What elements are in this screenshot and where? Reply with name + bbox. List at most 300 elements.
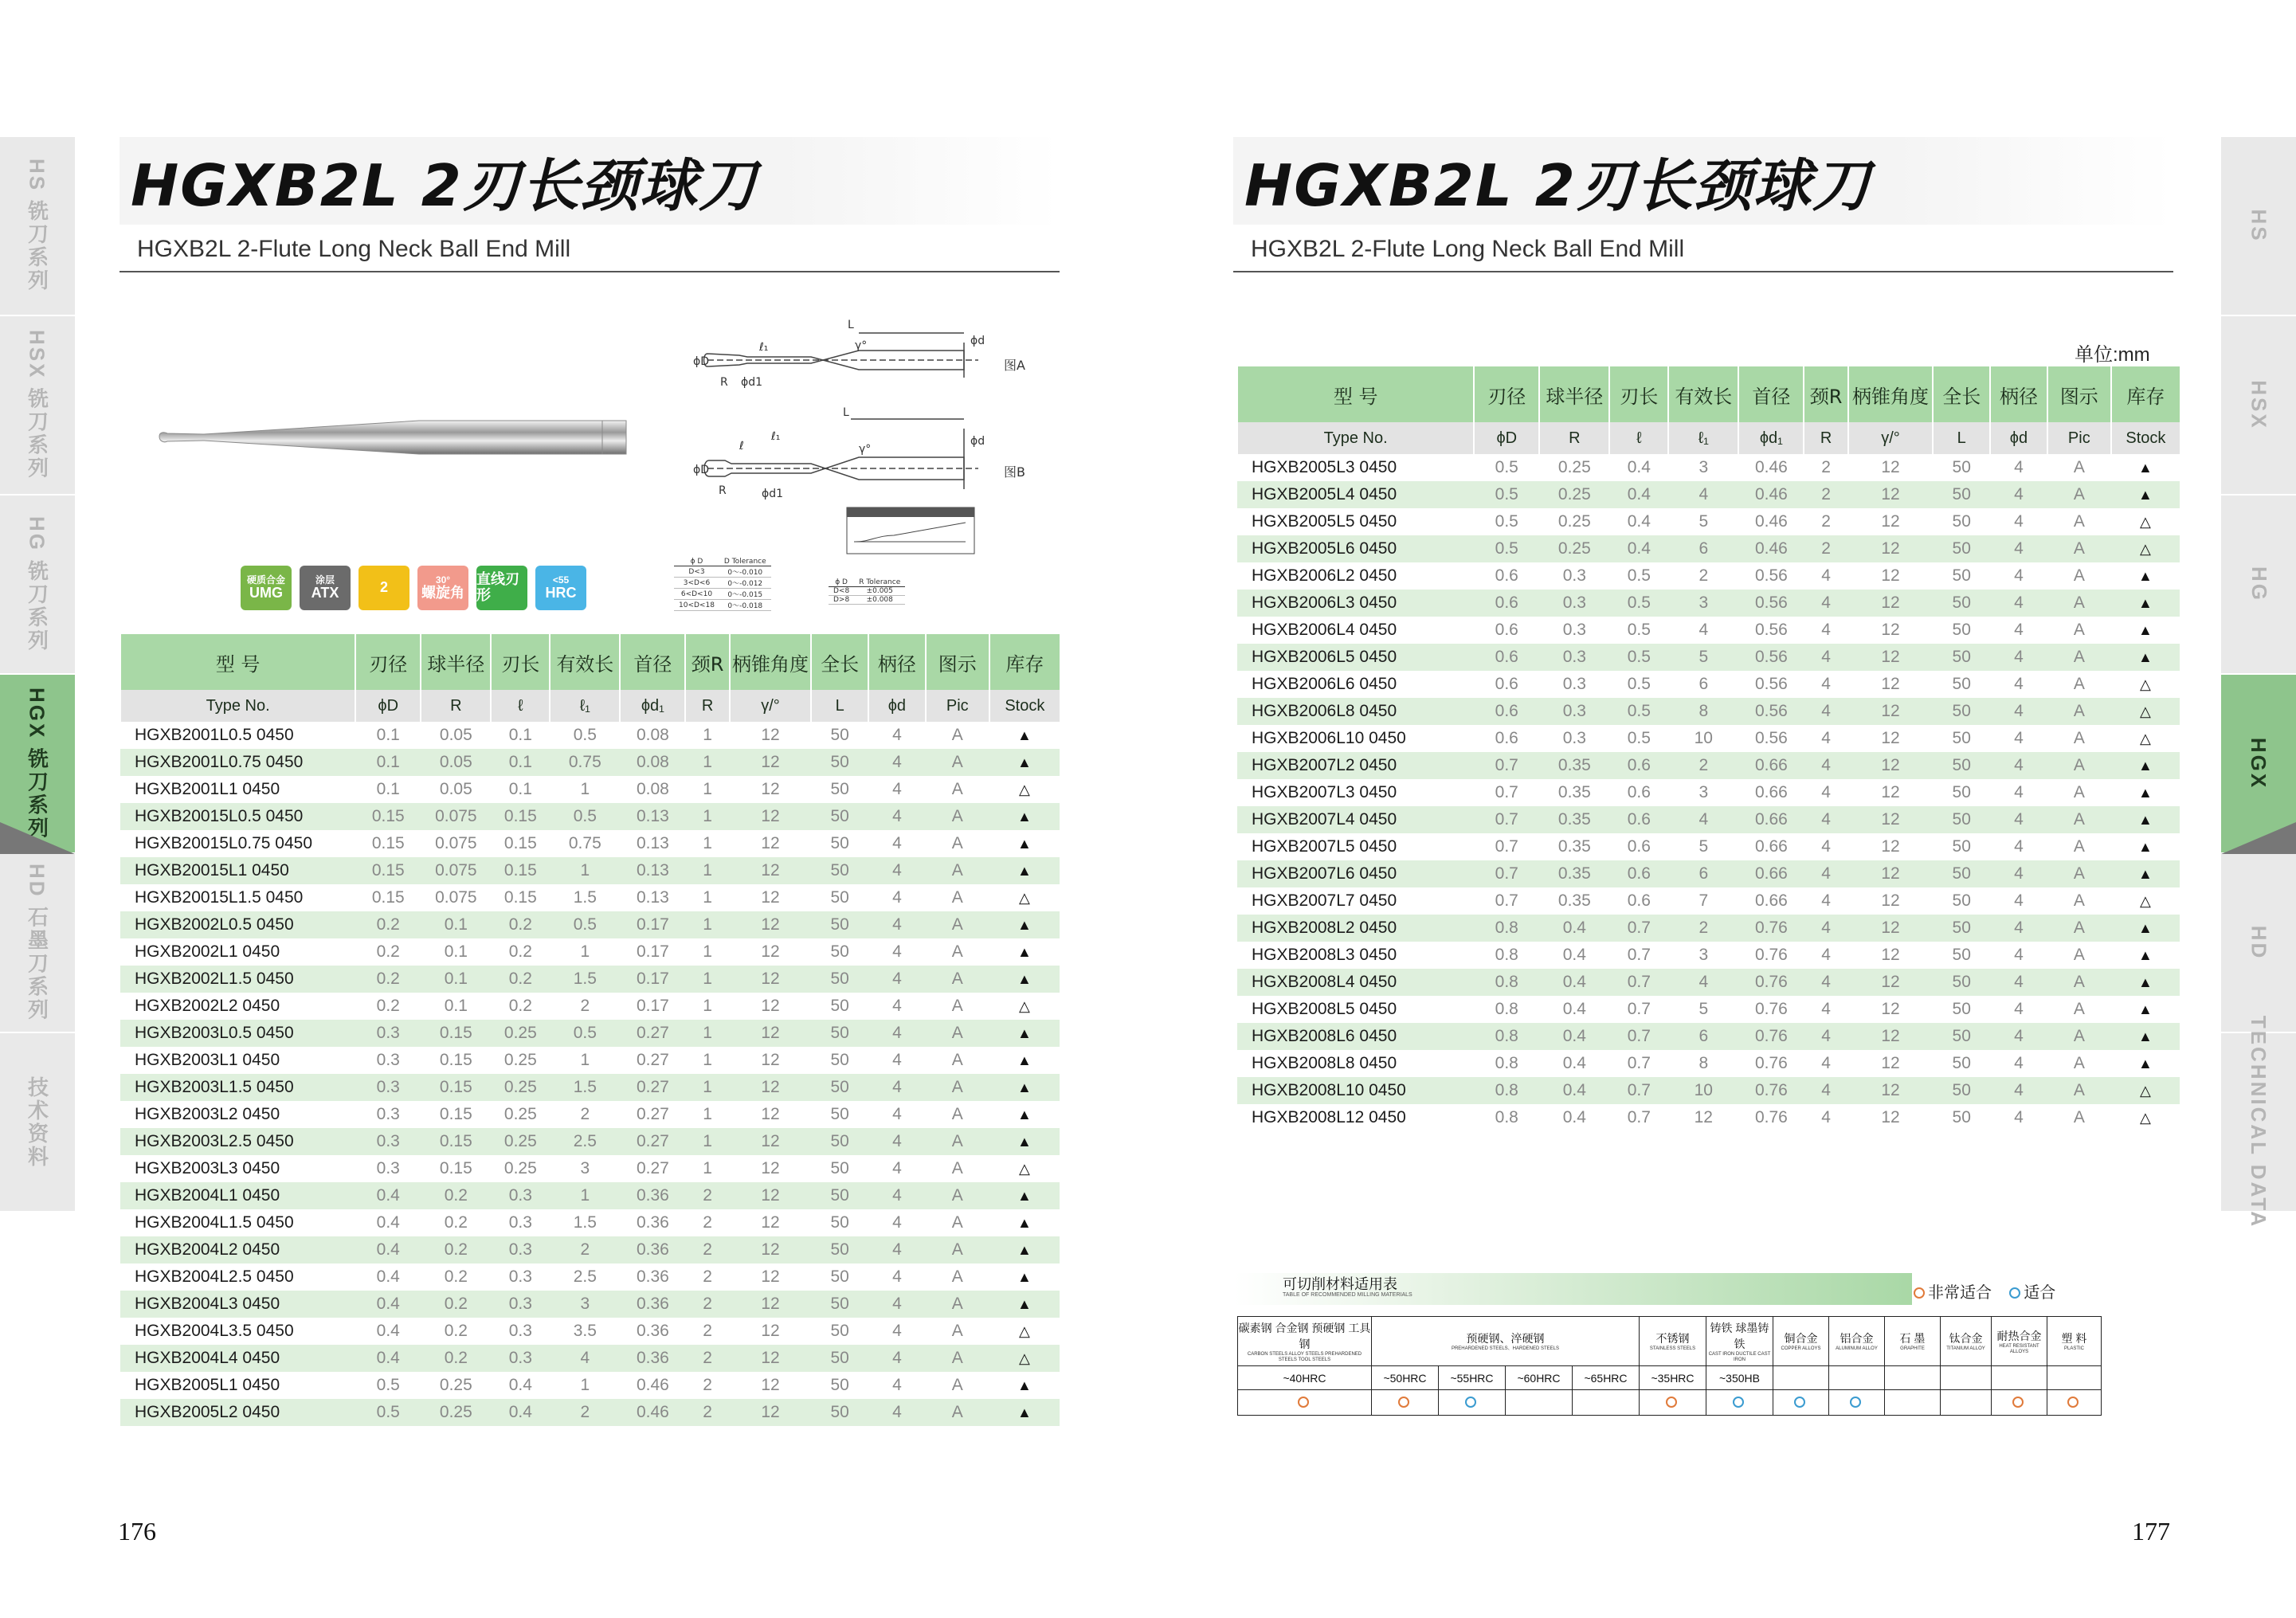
table-row (120, 938, 1060, 966)
spec-cell: A (2073, 1000, 2085, 1018)
spec-cell: A (926, 1128, 989, 1155)
spec-cell: 0.1 (421, 911, 491, 938)
spec-cell: 0.56 (1754, 621, 1788, 639)
spec-cell: 12 (1881, 1054, 1900, 1072)
dim-R-b: R (719, 484, 727, 497)
material-group-cn: 铜合金 (1784, 1332, 1818, 1346)
spec-cell: 12 (1848, 481, 1934, 508)
spec-cell: 0.8 (1474, 1077, 1539, 1104)
material-group-cell (1640, 1317, 1706, 1366)
spec-cell: 4 (1804, 1023, 1847, 1050)
spec-cell: A (951, 1322, 963, 1340)
table-row (120, 1372, 1060, 1399)
spec-cell: 0.7 (1627, 1054, 1651, 1072)
spec-cell: 1 (703, 834, 712, 852)
spec-cell: 3 (1698, 946, 1709, 964)
spec-cell: 50 (1952, 566, 1971, 585)
spec-cell: A (926, 749, 989, 776)
spec-cell: 10 (1668, 1077, 1738, 1104)
spec-cell: 0.76 (1738, 969, 1804, 996)
spec-cell: 0.6 (1609, 806, 1668, 833)
spec-cell: 0.3 (1562, 621, 1586, 639)
spec-cell: 4 (2014, 946, 2024, 964)
stock-cell: ▲ (2137, 1055, 2153, 1071)
spec-cell: 0.4 (376, 1322, 400, 1340)
badge-main-text: HRC (545, 584, 577, 601)
spec-cell: A (2073, 837, 2085, 856)
left-tab-0[interactable] (0, 137, 75, 316)
type-number-cell: HGXB2003L3 0450 (135, 1159, 280, 1177)
spec-cell: A (926, 911, 989, 938)
table-row (120, 1047, 1060, 1074)
right-tab-2[interactable] (2221, 496, 2296, 675)
spec-cell: 5 (1668, 644, 1738, 671)
spec-cell: 4 (1804, 860, 1847, 887)
spec-cell: 12 (761, 1267, 780, 1286)
dim-phid1-b: ϕd1 (762, 488, 784, 500)
table-row (1237, 1050, 2180, 1077)
spec-cell: 0.5 (376, 1376, 400, 1394)
spec-cell: 0.25 (421, 1399, 491, 1426)
left-tab-label: HGX 铣刀系列 (25, 687, 49, 840)
spec-cell: 12 (1848, 698, 1934, 725)
spec-cell: 0.76 (1738, 1077, 1804, 1104)
spec-cell: 4 (2014, 783, 2024, 801)
spec-cell: 0.2 (421, 1291, 491, 1318)
fig-a-label: 图A (1004, 358, 1025, 373)
spec-cell: 50 (1952, 946, 1971, 964)
spec-cell: 1 (703, 1159, 712, 1177)
spec-cell: 50 (1933, 698, 1990, 725)
spec-cell: 10 (1694, 729, 1713, 747)
spec-cell: A (951, 834, 963, 852)
material-group-en: GRAPHITE (1900, 1346, 1925, 1352)
column-header: 柄径 (868, 634, 926, 690)
table-row (120, 1399, 1060, 1426)
spec-cell: 12 (1881, 783, 1900, 801)
tolerance-cell: 0～-0.018 (719, 600, 771, 611)
type-number-cell: HGXB2004L4 0450 (120, 1345, 355, 1372)
spec-cell: 4 (1804, 644, 1847, 671)
stock-cell: △ (1018, 889, 1030, 906)
spec-cell: 0.17 (636, 942, 669, 961)
spec-cell: 0.5 (1627, 729, 1651, 747)
column-header: 有效长 (550, 634, 620, 690)
spec-cell: 0.27 (620, 1128, 685, 1155)
spec-cell: 50 (1952, 729, 1971, 747)
column-header: 图示 (2047, 366, 2111, 422)
spec-cell: 2 (1668, 915, 1738, 942)
left-tab-5[interactable] (0, 1033, 75, 1213)
spec-cell: 0.2 (444, 1213, 468, 1232)
spec-cell: A (2073, 458, 2085, 476)
spec-cell: 0.25 (439, 1376, 472, 1394)
stock-cell: ▲ (2137, 621, 2153, 638)
table-row (120, 830, 1060, 857)
column-subheader: ϕd₁ (1738, 422, 1804, 454)
spec-cell: 0.15 (371, 888, 405, 907)
spec-cell: 50 (811, 1236, 868, 1263)
spec-cell: 0.5 (573, 726, 597, 744)
spec-cell: 0.35 (1539, 860, 1609, 887)
spec-cell: 1 (580, 780, 590, 798)
spec-cell: 0.4 (491, 1399, 550, 1426)
material-group-cn: 铸铁 球墨铸铁 (1710, 1322, 1769, 1351)
type-number-cell: HGXB2006L3 0450 (1237, 590, 1474, 617)
table-row (1237, 644, 2180, 671)
suitable-icon (1850, 1397, 1861, 1408)
tolerance-cell: ±0.005 (854, 587, 905, 596)
suitable-icon (2009, 1287, 2020, 1299)
type-number-cell: HGXB2008L5 0450 (1252, 1000, 1397, 1018)
spec-cell: A (926, 1074, 989, 1101)
spec-cell: 2 (550, 1236, 620, 1263)
table-row (120, 1263, 1060, 1291)
spec-cell: 0.5 (550, 911, 620, 938)
spec-cell: 12 (1848, 752, 1934, 779)
left-tab-3[interactable] (0, 675, 75, 854)
table-row (120, 1020, 1060, 1047)
spec-cell: 8 (1668, 698, 1738, 725)
type-number-cell: HGXB2007L6 0450 (1237, 860, 1474, 887)
spec-cell: A (951, 1105, 963, 1123)
spec-cell: 0.56 (1738, 698, 1804, 725)
spec-cell: 4 (892, 1051, 902, 1069)
spec-cell: 0.2 (444, 1267, 468, 1286)
spec-cell: 0.5 (1627, 621, 1651, 639)
spec-cell: 12 (730, 749, 812, 776)
table-row (1237, 752, 2180, 779)
spec-cell: A (2047, 481, 2111, 508)
spec-cell: 1 (685, 911, 729, 938)
spec-cell: 50 (811, 1074, 868, 1101)
spec-cell: 0.13 (620, 857, 685, 884)
material-group-en: HEAT RESISTANT ALLOYS (1999, 1344, 2039, 1354)
table-row (1237, 887, 2180, 915)
spec-cell: 50 (1933, 1077, 1990, 1104)
spec-cell: 0.25 (491, 1074, 550, 1101)
spec-cell: 0.27 (620, 1074, 685, 1101)
spec-cell: 2 (703, 1376, 712, 1394)
right-tab-4[interactable] (2221, 854, 2296, 1033)
very-suitable-icon (1914, 1287, 1925, 1299)
tolerance-header-cell: ϕ D (674, 558, 719, 566)
spec-cell: A (2073, 512, 2085, 531)
spec-cell: 50 (1952, 512, 1971, 531)
table-row (120, 1101, 1060, 1128)
type-number-cell: HGXB2008L8 0450 (1252, 1054, 1397, 1072)
spec-cell: 2 (685, 1236, 729, 1263)
spec-cell: A (2047, 1023, 2111, 1050)
spec-cell: 0.75 (568, 834, 601, 852)
column-subheader: ϕD (355, 690, 421, 722)
type-number-cell: HGXB20015L1.5 0450 (135, 888, 304, 907)
spec-cell: 4 (892, 1105, 902, 1123)
spec-cell: A (926, 966, 989, 993)
spec-cell: 0.66 (1754, 891, 1788, 910)
spec-cell: 1 (550, 1182, 620, 1209)
tolerance-row (674, 578, 771, 589)
spec-cell: 0.17 (620, 911, 685, 938)
spec-cell: 4 (868, 1074, 926, 1101)
spec-cell: 0.13 (636, 888, 669, 907)
spec-cell: 4 (892, 1159, 902, 1177)
stock-cell: ▲ (989, 1074, 1060, 1101)
type-number-cell: HGXB2008L6 0450 (1237, 1023, 1474, 1050)
spec-cell: 50 (1933, 481, 1990, 508)
column-header: 型 号 (1237, 366, 1474, 422)
type-number-cell: HGXB2005L2 0450 (120, 1399, 355, 1426)
column-header: 刃径 (355, 634, 421, 690)
spec-cell: 4 (892, 834, 902, 852)
unit-label: 单位:mm (2075, 344, 2150, 366)
spec-cell: 0.25 (503, 1051, 537, 1069)
spec-cell: A (951, 888, 963, 907)
stock-cell: ▲ (2137, 459, 2153, 476)
spec-cell: A (2073, 1054, 2085, 1072)
type-number-cell: HGXB2008L10 0450 (1237, 1077, 1474, 1104)
column-header: 库存 (2111, 366, 2180, 422)
spec-cell: A (2047, 969, 2111, 996)
spec-cell: 0.2 (421, 1182, 491, 1209)
spec-cell: 0.13 (620, 803, 685, 830)
spec-cell: 4 (1804, 806, 1847, 833)
spec-cell: 0.4 (508, 1376, 532, 1394)
spec-cell: A (926, 1345, 989, 1372)
left-page-number: 176 (118, 1517, 156, 1546)
right-tab-3[interactable] (2221, 675, 2296, 854)
spec-cell: 2.5 (573, 1267, 597, 1286)
spec-cell: 4 (1821, 1054, 1831, 1072)
spec-cell: 0.36 (620, 1291, 685, 1318)
spec-cell: 0.4 (1562, 946, 1586, 964)
spec-cell: 4 (1821, 621, 1831, 639)
table-row (120, 1074, 1060, 1101)
spec-cell: A (2073, 675, 2085, 693)
r-tolerance-table (829, 578, 905, 605)
spec-cell: 0.08 (636, 780, 669, 798)
very-suitable-icon (1398, 1397, 1409, 1408)
spec-cell: A (951, 1213, 963, 1232)
spec-cell: 0.6 (1474, 590, 1539, 617)
type-number-cell: HGXB2004L2.5 0450 (135, 1267, 294, 1286)
spec-cell: 0.15 (491, 857, 550, 884)
spec-cell: 2 (1821, 458, 1831, 476)
left-tab-2[interactable] (0, 496, 75, 675)
spec-cell: 0.3 (491, 1291, 550, 1318)
hardness-cell: ~350HB (1706, 1366, 1773, 1390)
left-tab-4[interactable] (0, 854, 75, 1033)
badge-main-text: 2 (379, 579, 388, 596)
spec-cell: 0.4 (1627, 458, 1651, 476)
right-tab-label: TECHNICAL DATA (2247, 1015, 2271, 1229)
material-group-en: PREHARDENED STEELS、HARDENED STEELS (1451, 1346, 1560, 1352)
spec-cell: A (951, 1159, 963, 1177)
spec-cell: 1 (703, 1105, 712, 1123)
stock-cell: △ (1018, 1322, 1030, 1339)
table-row (1237, 508, 2180, 535)
spec-cell: 50 (830, 888, 849, 907)
table-row (120, 776, 1060, 803)
spec-cell: 12 (730, 966, 812, 993)
spec-cell: 0.3 (376, 1105, 400, 1123)
spec-cell: 12 (1881, 1108, 1900, 1126)
spec-cell: 4 (2014, 1000, 2024, 1018)
type-number-cell: HGXB2003L1 0450 (135, 1051, 280, 1069)
materials-hardness-row (1238, 1366, 2102, 1390)
spec-cell: 0.8 (1474, 969, 1539, 996)
spec-cell: 12 (1848, 806, 1934, 833)
spec-cell: 1 (703, 726, 712, 744)
suitability-cell (1992, 1390, 2047, 1416)
spec-cell: 0.76 (1738, 915, 1804, 942)
spec-cell: 1 (685, 1128, 729, 1155)
table-row (1237, 481, 2180, 508)
left-tab-1[interactable] (0, 316, 75, 496)
suitability-cell (2047, 1390, 2102, 1416)
table-row (1237, 562, 2180, 590)
dimension-diagram-b (692, 405, 1042, 516)
stock-cell: ▲ (989, 1128, 1060, 1155)
spec-cell: 0.35 (1539, 806, 1609, 833)
spec-cell: 12 (1848, 590, 1934, 617)
material-group-en: STAINLESS STEELS (1649, 1346, 1696, 1352)
spec-cell: 8 (1698, 1054, 1709, 1072)
stock-cell: △ (989, 1345, 1060, 1372)
suitable-icon (1465, 1397, 1476, 1408)
spec-cell: A (951, 1267, 963, 1286)
stock-cell: ▲ (989, 1182, 1060, 1209)
stock-cell: ▲ (2137, 784, 2153, 801)
spec-cell: 50 (830, 1105, 849, 1123)
tolerance-cell: 10<D<18 (674, 600, 719, 611)
stock-cell: △ (2111, 698, 2180, 725)
spec-cell: 0.1 (444, 942, 468, 961)
column-header: 全长 (1933, 366, 1990, 422)
spec-cell: 1 (703, 997, 712, 1015)
feature-badge-1 (300, 566, 351, 610)
spec-cell: 0.8 (1495, 1000, 1518, 1018)
spec-cell: 4 (868, 1020, 926, 1047)
spec-cell: A (2073, 729, 2085, 747)
spec-cell: 0.4 (376, 1267, 400, 1286)
dim-phiD-a: ϕD (693, 355, 710, 368)
spec-cell: 4 (892, 726, 902, 744)
spec-cell: 6 (1698, 675, 1709, 693)
spec-cell: 0.3 (1562, 566, 1586, 585)
tolerance-header-cell: D Tolerance (719, 558, 771, 566)
spec-cell: 12 (1694, 1108, 1713, 1126)
left-tab-label: HG 铣刀系列 (25, 515, 49, 653)
spec-cell: A (2047, 1077, 2111, 1104)
spec-cell: 12 (1881, 512, 1900, 531)
stock-cell: ▲ (2111, 1023, 2180, 1050)
spec-cell: 12 (1881, 837, 1900, 856)
spec-cell: 50 (811, 966, 868, 993)
spec-cell: 0.075 (435, 834, 477, 852)
spec-cell: 0.25 (491, 1128, 550, 1155)
stock-cell: ▲ (2137, 838, 2153, 855)
right-tab-5[interactable] (2221, 1015, 2296, 1229)
spec-cell: 0.3 (1539, 590, 1609, 617)
column-header: 颈R (685, 634, 729, 690)
spec-cell: 4 (1668, 481, 1738, 508)
spec-cell: 50 (830, 1267, 849, 1286)
spec-cell: 4 (1804, 969, 1847, 996)
spec-cell: 12 (730, 803, 812, 830)
spec-cell: 4 (2014, 1108, 2024, 1126)
spec-cell: 6 (1668, 1023, 1738, 1050)
spec-cell: A (951, 1376, 963, 1394)
spec-cell: 50 (1952, 1108, 1971, 1126)
spec-cell: 50 (1952, 891, 1971, 910)
spec-cell: 0.5 (1609, 698, 1668, 725)
spec-cell: 0.05 (439, 726, 472, 744)
right-tab-0[interactable] (2221, 137, 2296, 316)
material-group-cell (1941, 1317, 1992, 1366)
right-tab-label: HSX (2247, 380, 2271, 430)
table-row (120, 1291, 1060, 1318)
spec-cell: 0.7 (1495, 891, 1518, 910)
very-suitable-icon (2012, 1397, 2024, 1408)
table-row (1237, 942, 2180, 969)
spec-cell: 0.4 (1609, 535, 1668, 562)
type-number-cell: HGXB2006L10 0450 (1252, 729, 1406, 747)
left-tab-label: HD 石墨刀系列 (25, 864, 49, 1022)
spec-cell: A (951, 780, 963, 798)
spec-cell: 0.76 (1754, 1054, 1788, 1072)
type-number-cell: HGXB2001L0.75 0450 (120, 749, 355, 776)
spec-cell: 0.25 (1557, 512, 1591, 531)
spec-cell: 0.66 (1754, 837, 1788, 856)
column-subheader: Stock (989, 690, 1060, 722)
spec-cell: A (2047, 752, 2111, 779)
left-page-subtitle: HGXB2L 2-Flute Long Neck Ball End Mill (120, 226, 1060, 272)
spec-cell: 4 (1990, 590, 2047, 617)
spec-cell: 0.8 (1495, 1054, 1518, 1072)
spec-cell: 0.46 (620, 1399, 685, 1426)
material-group-cell (1238, 1317, 1372, 1366)
spec-cell: 0.15 (503, 834, 537, 852)
material-group-cell (1372, 1317, 1640, 1366)
column-subheader: Stock (2111, 422, 2180, 454)
tolerance-header-cell: ϕ D (829, 578, 854, 587)
spec-cell: 0.3 (1562, 675, 1586, 693)
right-tab-1[interactable] (2221, 316, 2296, 496)
feature-badge-0 (241, 566, 292, 610)
type-number-cell: HGXB20015L1 0450 (120, 857, 355, 884)
stock-cell: △ (2139, 676, 2151, 692)
spec-cell: 2 (703, 1213, 712, 1232)
spec-cell: 4 (1804, 915, 1847, 942)
spec-cell: A (2047, 860, 2111, 887)
spec-cell: 4 (1804, 752, 1847, 779)
right-page-number: 177 (2132, 1517, 2170, 1546)
spec-cell: 0.17 (620, 966, 685, 993)
type-number-cell: HGXB2004L3 0450 (120, 1291, 355, 1318)
spec-cell: 0.5 (1627, 675, 1651, 693)
column-subheader: ℓ (1609, 422, 1668, 454)
feature-badge-3 (417, 566, 468, 610)
type-number-cell: HGXB2005L5 0450 (1252, 512, 1397, 531)
table-row (1237, 698, 2180, 725)
spec-cell: A (926, 1399, 989, 1426)
tolerance-cell: ±0.008 (854, 596, 905, 605)
type-number-cell: HGXB2007L5 0450 (1252, 837, 1397, 856)
table-row (1237, 454, 2180, 481)
spec-cell: 50 (811, 803, 868, 830)
spec-cell: 0.6 (1627, 891, 1651, 910)
